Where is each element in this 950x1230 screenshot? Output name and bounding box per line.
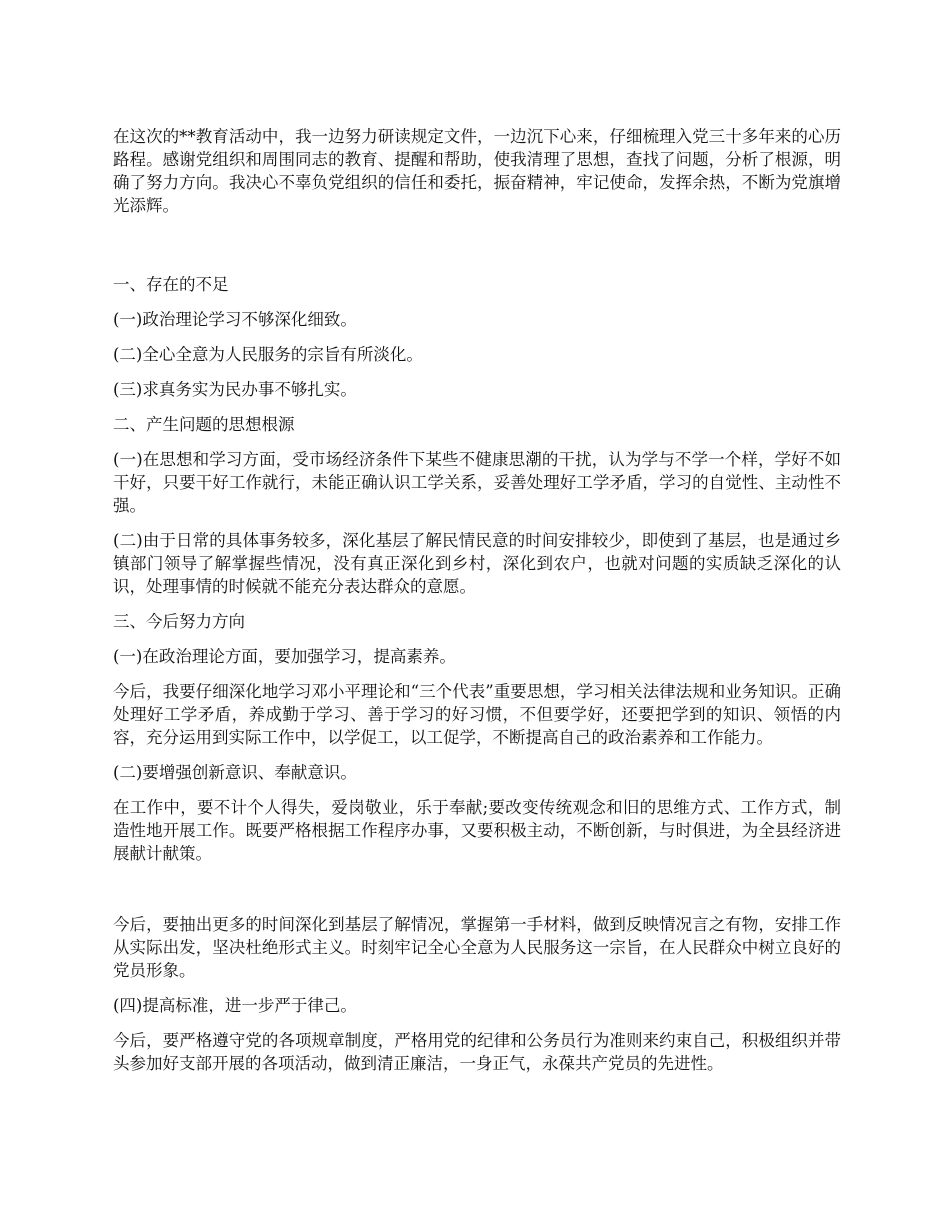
document-page bbox=[113, 125, 841, 1087]
intro-paragraph: 在这次的**教育活动中，我一边努力研读规定文件，一边沉下心来，仔细梳理入党三十多年来的心历路程。感谢党组织和周围同志的教育、提醒和帮助，使我清理了思想，查找了问题，分析了根源，明确了努力方向。我决心不辜负党组织的信任和委托，振奋精神，牢记使命，发挥余热，不断为党旗增光添辉。 bbox=[113, 127, 841, 215]
section1-item-2: (二)全心全意为人民服务的宗旨有所淡化。 bbox=[113, 345, 423, 364]
section3-item1-body: 今后，我要仔细深化地学习邓小平理论和“三个代表”重要思想，学习相关法律法规和业务知识。正确处理好工学矛盾，养成勤于学习、善于学习的好习惯，不但要学好，还要把学到的知识、领悟的内容，充分运用到实际工作中，以学促工，以工促学，不断提高自己的政治素养和工作能力。 bbox=[113, 682, 841, 747]
section2-paragraph-1: (一)在思想和学习方面，受市场经济条件下某些不健康思潮的干扰，认为学与不学一个样，学好不如干好，只要干好工作就行，未能正确认识工学关系，妥善处理好工学矛盾，学习的自觉性、主动性不强。 bbox=[113, 450, 841, 515]
section3-item2-title: (二)要增强创新意识、奉献意识。 bbox=[113, 763, 357, 782]
section1-item-1: (一)政治理论学习不够深化细致。 bbox=[113, 310, 357, 329]
section3-item2-body: 在工作中，要不计个人得失，爱岗敬业，乐于奉献;要改变传统观念和旧的思维方式、工作方式，制造性地开展工作。既要严格根据工作程序办事，又要积极主动，不断创新，与时俱进，为全县经济进展献计献策。 bbox=[113, 798, 841, 863]
section3-item4-title: (四)提高标准，进一步严于律己。 bbox=[113, 996, 357, 1015]
section2-paragraph-2: (二)由于日常的具体事务较多，深化基层了解民情民意的时间安排较少，即使到了基层，也是通过乡镇部门领导了解掌握些情况，没有真正深化到乡村，深化到农户，也就对问题的实质缺乏深化的认识，处理事情的时候就不能充分表达群众的意愿。 bbox=[113, 531, 841, 596]
section1-item-3: (三)求真务实为民办事不够扎实。 bbox=[113, 380, 357, 399]
section-heading-3: 三、今后努力方向 bbox=[113, 612, 245, 631]
section3-item1-title: (一)在政治理论方面，要加强学习，提高素养。 bbox=[113, 647, 456, 666]
section3-item4-body: 今后，要严格遵守党的各项规章制度，严格用党的纪律和公务员行为准则来约束自己，积极组织并带头参加好支部开展的各项活动，做到清正廉洁，一身正气，永葆共产党员的先进性。 bbox=[113, 1031, 841, 1073]
section3-item3-body: 今后，要抽出更多的时间深化到基层了解情况，掌握第一手材料，做到反映情况言之有物，安排工作从实际出发，坚决杜绝形式主义。时刻牢记全心全意为人民服务这一宗旨，在人民群众中树立良好的党员形象。 bbox=[113, 915, 841, 980]
spacer bbox=[113, 877, 841, 913]
section-heading-2: 二、产生问题的思想根源 bbox=[113, 415, 295, 434]
spacer bbox=[113, 229, 841, 273]
section-heading-1: 一、存在的不足 bbox=[113, 275, 229, 294]
